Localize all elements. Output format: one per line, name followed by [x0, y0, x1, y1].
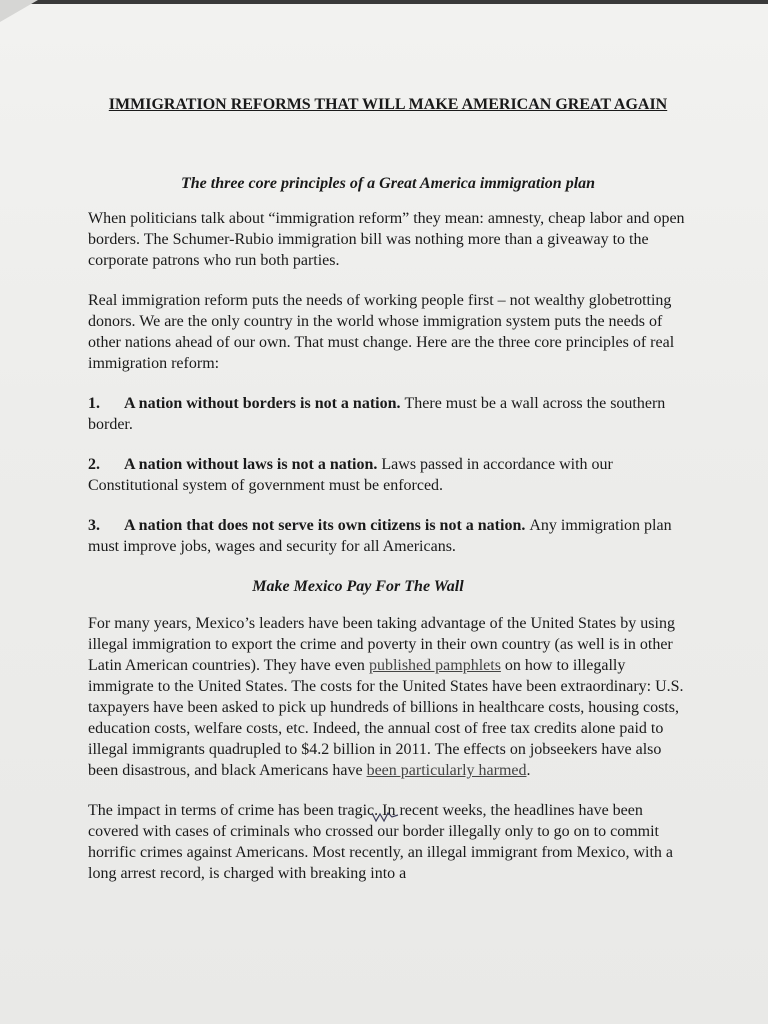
second-paragraph: Real immigration reform puts the needs of working people first – not wealthy globetrotting donors. We are the only country in the world whose immigration system puts the needs of other nations ahead of our own. That must change. Here are the three core principles of real immigration reform:: [88, 292, 675, 372]
published-pamphlets-link[interactable]: published pamphlets: [368, 657, 501, 674]
document-subtitle: The three core principles of a Great America immigration plan: [180, 175, 596, 192]
mexico-paragraph: [88, 613, 688, 781]
principle-number: 2.: [88, 456, 100, 473]
handwritten-squiggle-mark: [370, 810, 400, 824]
principle-3: [88, 515, 688, 557]
document-body: [88, 95, 688, 903]
principle-text: There must be a wall across the southern border.: [88, 395, 666, 433]
principle-heading: A nation without borders is not a nation.: [124, 395, 401, 412]
mexico-text-end: .: [526, 762, 531, 779]
folded-corner: [0, 0, 38, 22]
principle-heading: A nation without laws is not a nation.: [124, 456, 378, 473]
principle-text: Any immigration plan must improve jobs, wages and security for all Americans.: [88, 517, 672, 555]
paper-top-edge: [0, 0, 768, 4]
principle-number: 3.: [88, 517, 100, 534]
section-heading: Make Mexico Pay For The Wall: [252, 578, 464, 595]
mexico-text-start: For many years, Mexico’s leaders have been taking advantage of the United States by using illegal immigration to export the crime and poverty in their own country (as well is in other Latin American countries). They have even: [88, 615, 675, 674]
principle-number: 1.: [88, 395, 100, 412]
principle-2: [88, 454, 688, 496]
crime-paragraph: The impact in terms of crime has been tragic. In recent weeks, the headlines have been covered with cases of criminals who crossed our border illegally only to go on to commit horrific crimes against Americans. Most recently, an illegal immigrant from Mexico, with a long arrest record, is charged with breaking into a: [88, 802, 674, 882]
document-title: IMMIGRATION REFORMS THAT WILL MAKE AMERICAN GREAT AGAIN: [108, 96, 668, 113]
particularly-harmed-link[interactable]: been particularly harmed: [366, 762, 527, 779]
intro-paragraph: When politicians talk about “immigration reform” they mean: amnesty, cheap labor and open borders. The Schumer-Rubio immigration bill was nothing more than a giveaway to the corporate patrons who run both parties.: [88, 210, 685, 269]
principle-text: Laws passed in accordance with our Constitutional system of government must be enforced.: [88, 456, 613, 494]
mexico-text-middle: on how to illegally immigrate to the United States. The costs for the United States have been extraordinary: U.S. taxpayers have been asked to pick up hundreds of billions in healthcare costs, housing costs, education costs, welfare costs, etc. Indeed, the annual cost of free tax credits alone paid to illegal immigrants quadrupled to $4.2 billion in 2011. The effects on jobseekers have also been disastrous, and black Americans have: [88, 657, 684, 779]
principle-1: [88, 393, 688, 435]
principle-heading: A nation that does not serve its own citizens is not a nation.: [124, 517, 526, 534]
